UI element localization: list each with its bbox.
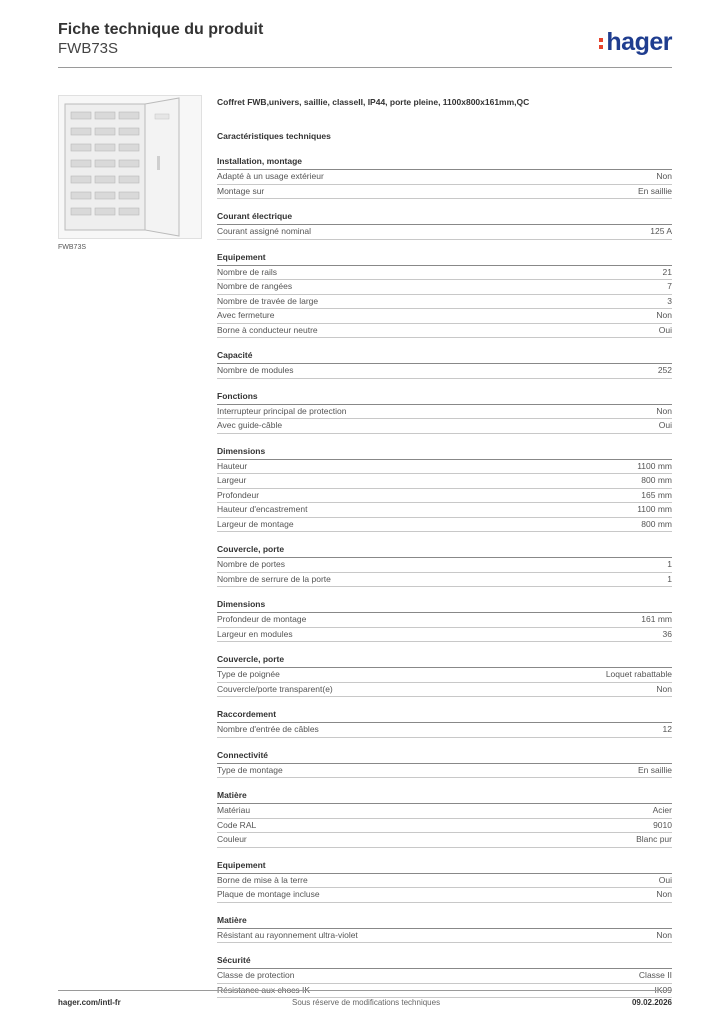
spec-value: Oui — [658, 420, 672, 430]
spec-label: Courant assigné nominal — [217, 226, 312, 236]
spec-section — [217, 349, 672, 379]
spec-value: 800 mm — [641, 475, 672, 485]
spec-label: Classe de protection — [217, 970, 295, 980]
spec-label: Largeur — [217, 475, 247, 485]
spec-label: Nombre de rangées — [217, 281, 293, 291]
spec-section — [217, 390, 672, 434]
spec-value: Loquet rabattable — [605, 669, 672, 679]
spec-label: Nombre de portes — [217, 559, 286, 569]
spec-label: Nombre de rails — [217, 266, 277, 277]
spec-label: Adapté à un usage extérieur — [217, 171, 324, 181]
spec-row — [217, 804, 672, 819]
product-reference: FWB73S — [58, 40, 119, 57]
spec-row — [217, 558, 672, 573]
rail-module — [95, 112, 115, 119]
spec-section — [217, 155, 672, 199]
spec-value: Oui — [658, 324, 672, 335]
spec-section — [217, 708, 672, 738]
rail-module — [119, 144, 139, 151]
characteristics-heading: Caractéristiques techniques — [217, 131, 331, 141]
product-description: Coffret FWB,univers, saillie, classeII, IP44, porte pleine, 1100x800x161mm,QC — [217, 97, 530, 107]
spec-label: Couvercle/porte transparent(e) — [217, 683, 333, 694]
spec-label: Résistant au rayonnement ultra-violet — [217, 929, 358, 940]
rail-module — [71, 176, 91, 183]
spec-row — [217, 503, 672, 518]
spec-label: Largeur de montage — [217, 518, 294, 529]
spec-section — [217, 543, 672, 587]
spec-value: En saillie — [637, 764, 672, 775]
product-image — [58, 95, 202, 239]
spec-row — [217, 405, 672, 420]
section-title: Connectivité — [217, 749, 672, 764]
spec-row — [217, 573, 672, 588]
section-title: Dimensions — [217, 445, 672, 460]
spec-label: Plaque de montage incluse — [217, 889, 320, 899]
spec-row — [217, 225, 672, 240]
spec-sections — [217, 155, 672, 998]
spec-value: 1100 mm — [637, 504, 672, 514]
spec-label: Type de poignée — [217, 669, 280, 679]
spec-row — [217, 874, 672, 889]
document-header — [58, 20, 263, 58]
rail-module — [119, 208, 139, 215]
footer-date: 09.02.2026 — [631, 998, 672, 1007]
spec-label: Nombre de serrure de la porte — [217, 573, 331, 584]
section-title: Couvercle, porte — [217, 543, 672, 558]
hager-logo — [599, 28, 672, 57]
footer-divider — [58, 990, 672, 991]
spec-value: Non — [656, 683, 672, 694]
spec-value: Non — [656, 171, 672, 181]
spec-row — [217, 723, 672, 738]
spec-value: 9010 — [653, 819, 672, 830]
header-divider — [58, 67, 672, 68]
spec-value: Oui — [658, 874, 672, 885]
section-title: Matière — [217, 914, 672, 929]
spec-row — [217, 309, 672, 324]
section-title: Dimensions — [217, 598, 672, 613]
footer-disclaimer: Sous réserve de modifications techniques — [292, 998, 441, 1007]
spec-label: Matériau — [217, 805, 251, 815]
section-title: Fonctions — [217, 390, 672, 405]
logo-dots-icon — [599, 35, 604, 52]
spec-label: Largeur en modules — [217, 628, 293, 639]
rail-module — [95, 176, 115, 183]
spec-value: 21 — [662, 266, 672, 277]
rail-module — [71, 208, 91, 215]
spec-label: Profondeur — [217, 489, 260, 500]
section-title: Courant électrique — [217, 210, 672, 225]
spec-value: 1 — [667, 559, 672, 569]
spec-label: Nombre d'entrée de câbles — [217, 724, 319, 734]
spec-value: Classe II — [638, 970, 672, 980]
rail-module — [119, 176, 139, 183]
spec-row — [217, 764, 672, 779]
spec-value: 800 mm — [641, 518, 672, 529]
spec-row — [217, 668, 672, 683]
spec-row — [217, 364, 672, 379]
spec-row — [217, 683, 672, 698]
spec-value: 36 — [662, 628, 672, 639]
spec-row — [217, 419, 672, 434]
rail-module — [119, 192, 139, 199]
rail-module — [71, 128, 91, 135]
enclosure-illustration — [59, 96, 201, 238]
rail-module — [71, 160, 91, 167]
section-title: Couvercle, porte — [217, 653, 672, 668]
spec-value: 3 — [667, 295, 672, 306]
section-title: Installation, montage — [217, 155, 672, 170]
spec-label: Hauteur d'encastrement — [217, 504, 308, 514]
spec-row — [217, 185, 672, 200]
spec-label: Couleur — [217, 834, 247, 844]
spec-section — [217, 914, 672, 944]
spec-row — [217, 819, 672, 834]
spec-label: Avec fermeture — [217, 310, 275, 320]
spec-value: 125 A — [650, 226, 672, 236]
spec-row — [217, 888, 672, 903]
spec-value: Non — [656, 310, 672, 320]
spec-row — [217, 833, 672, 848]
spec-section — [217, 859, 672, 903]
rail-module — [95, 128, 115, 135]
spec-value: 7 — [667, 281, 672, 291]
rail-module — [95, 144, 115, 151]
spec-row — [217, 518, 672, 533]
spec-label: Type de montage — [217, 764, 283, 775]
spec-value: 1100 mm — [637, 460, 672, 471]
image-caption: FWB73S — [58, 244, 87, 251]
rail-module — [95, 160, 115, 167]
logo-text: hager — [606, 28, 672, 56]
section-title: Matière — [217, 789, 672, 804]
rail-module — [119, 128, 139, 135]
rail-module — [71, 144, 91, 151]
spec-value: 165 mm — [641, 489, 672, 500]
section-title: Capacité — [217, 349, 672, 364]
spec-value: Non — [656, 929, 672, 940]
spec-row — [217, 295, 672, 310]
spec-label: Code RAL — [217, 819, 257, 830]
spec-section — [217, 445, 672, 533]
spec-section — [217, 598, 672, 642]
spec-section — [217, 789, 672, 848]
spec-row — [217, 969, 672, 984]
spec-label: Résistance aux chocs IK — [217, 984, 311, 995]
spec-row — [217, 929, 672, 944]
spec-value: 252 — [657, 365, 672, 375]
section-title: Sécurité — [217, 954, 672, 969]
spec-label: Borne à conducteur neutre — [217, 324, 318, 335]
rail-module — [71, 112, 91, 119]
spec-label: Borne de mise à la terre — [217, 874, 308, 885]
spec-value: Acier — [652, 805, 672, 815]
spec-row — [217, 170, 672, 185]
spec-label: Interrupteur principal de protection — [217, 405, 347, 416]
rail-module — [119, 112, 139, 119]
spec-label: Nombre de modules — [217, 365, 294, 375]
section-title: Equipement — [217, 859, 672, 874]
spec-row — [217, 324, 672, 339]
spec-value: Non — [656, 889, 672, 899]
spec-row — [217, 489, 672, 504]
spec-label: Hauteur — [217, 460, 248, 471]
spec-value: 12 — [662, 724, 672, 734]
spec-section — [217, 749, 672, 779]
rail-module — [95, 208, 115, 215]
spec-label: Profondeur de montage — [217, 614, 307, 624]
spec-value: 1 — [667, 573, 672, 584]
rail-module — [119, 160, 139, 167]
spec-row — [217, 280, 672, 295]
spec-value: Non — [656, 405, 672, 416]
spec-label: Nombre de travée de large — [217, 295, 319, 306]
spec-row — [217, 474, 672, 489]
document-title: Fiche technique du produit — [58, 21, 264, 38]
spec-row — [217, 266, 672, 281]
section-title: Raccordement — [217, 708, 672, 723]
rail-module — [95, 192, 115, 199]
spec-row — [217, 613, 672, 628]
spec-section — [217, 954, 672, 998]
spec-label: Avec guide-câble — [217, 420, 283, 430]
spec-section — [217, 251, 672, 339]
spec-label: Montage sur — [217, 185, 265, 196]
spec-value: IK09 — [654, 984, 672, 995]
spec-value: En saillie — [637, 185, 672, 196]
rail-module — [71, 192, 91, 199]
section-title: Equipement — [217, 251, 672, 266]
spec-section — [217, 653, 672, 697]
spec-value: 161 mm — [641, 614, 672, 624]
spec-row — [217, 460, 672, 475]
spec-value: Blanc pur — [636, 834, 672, 844]
spec-section — [217, 210, 672, 240]
footer-website: hager.com/intl-fr — [58, 998, 121, 1007]
spec-sheet — [217, 97, 672, 1009]
spec-row — [217, 628, 672, 643]
